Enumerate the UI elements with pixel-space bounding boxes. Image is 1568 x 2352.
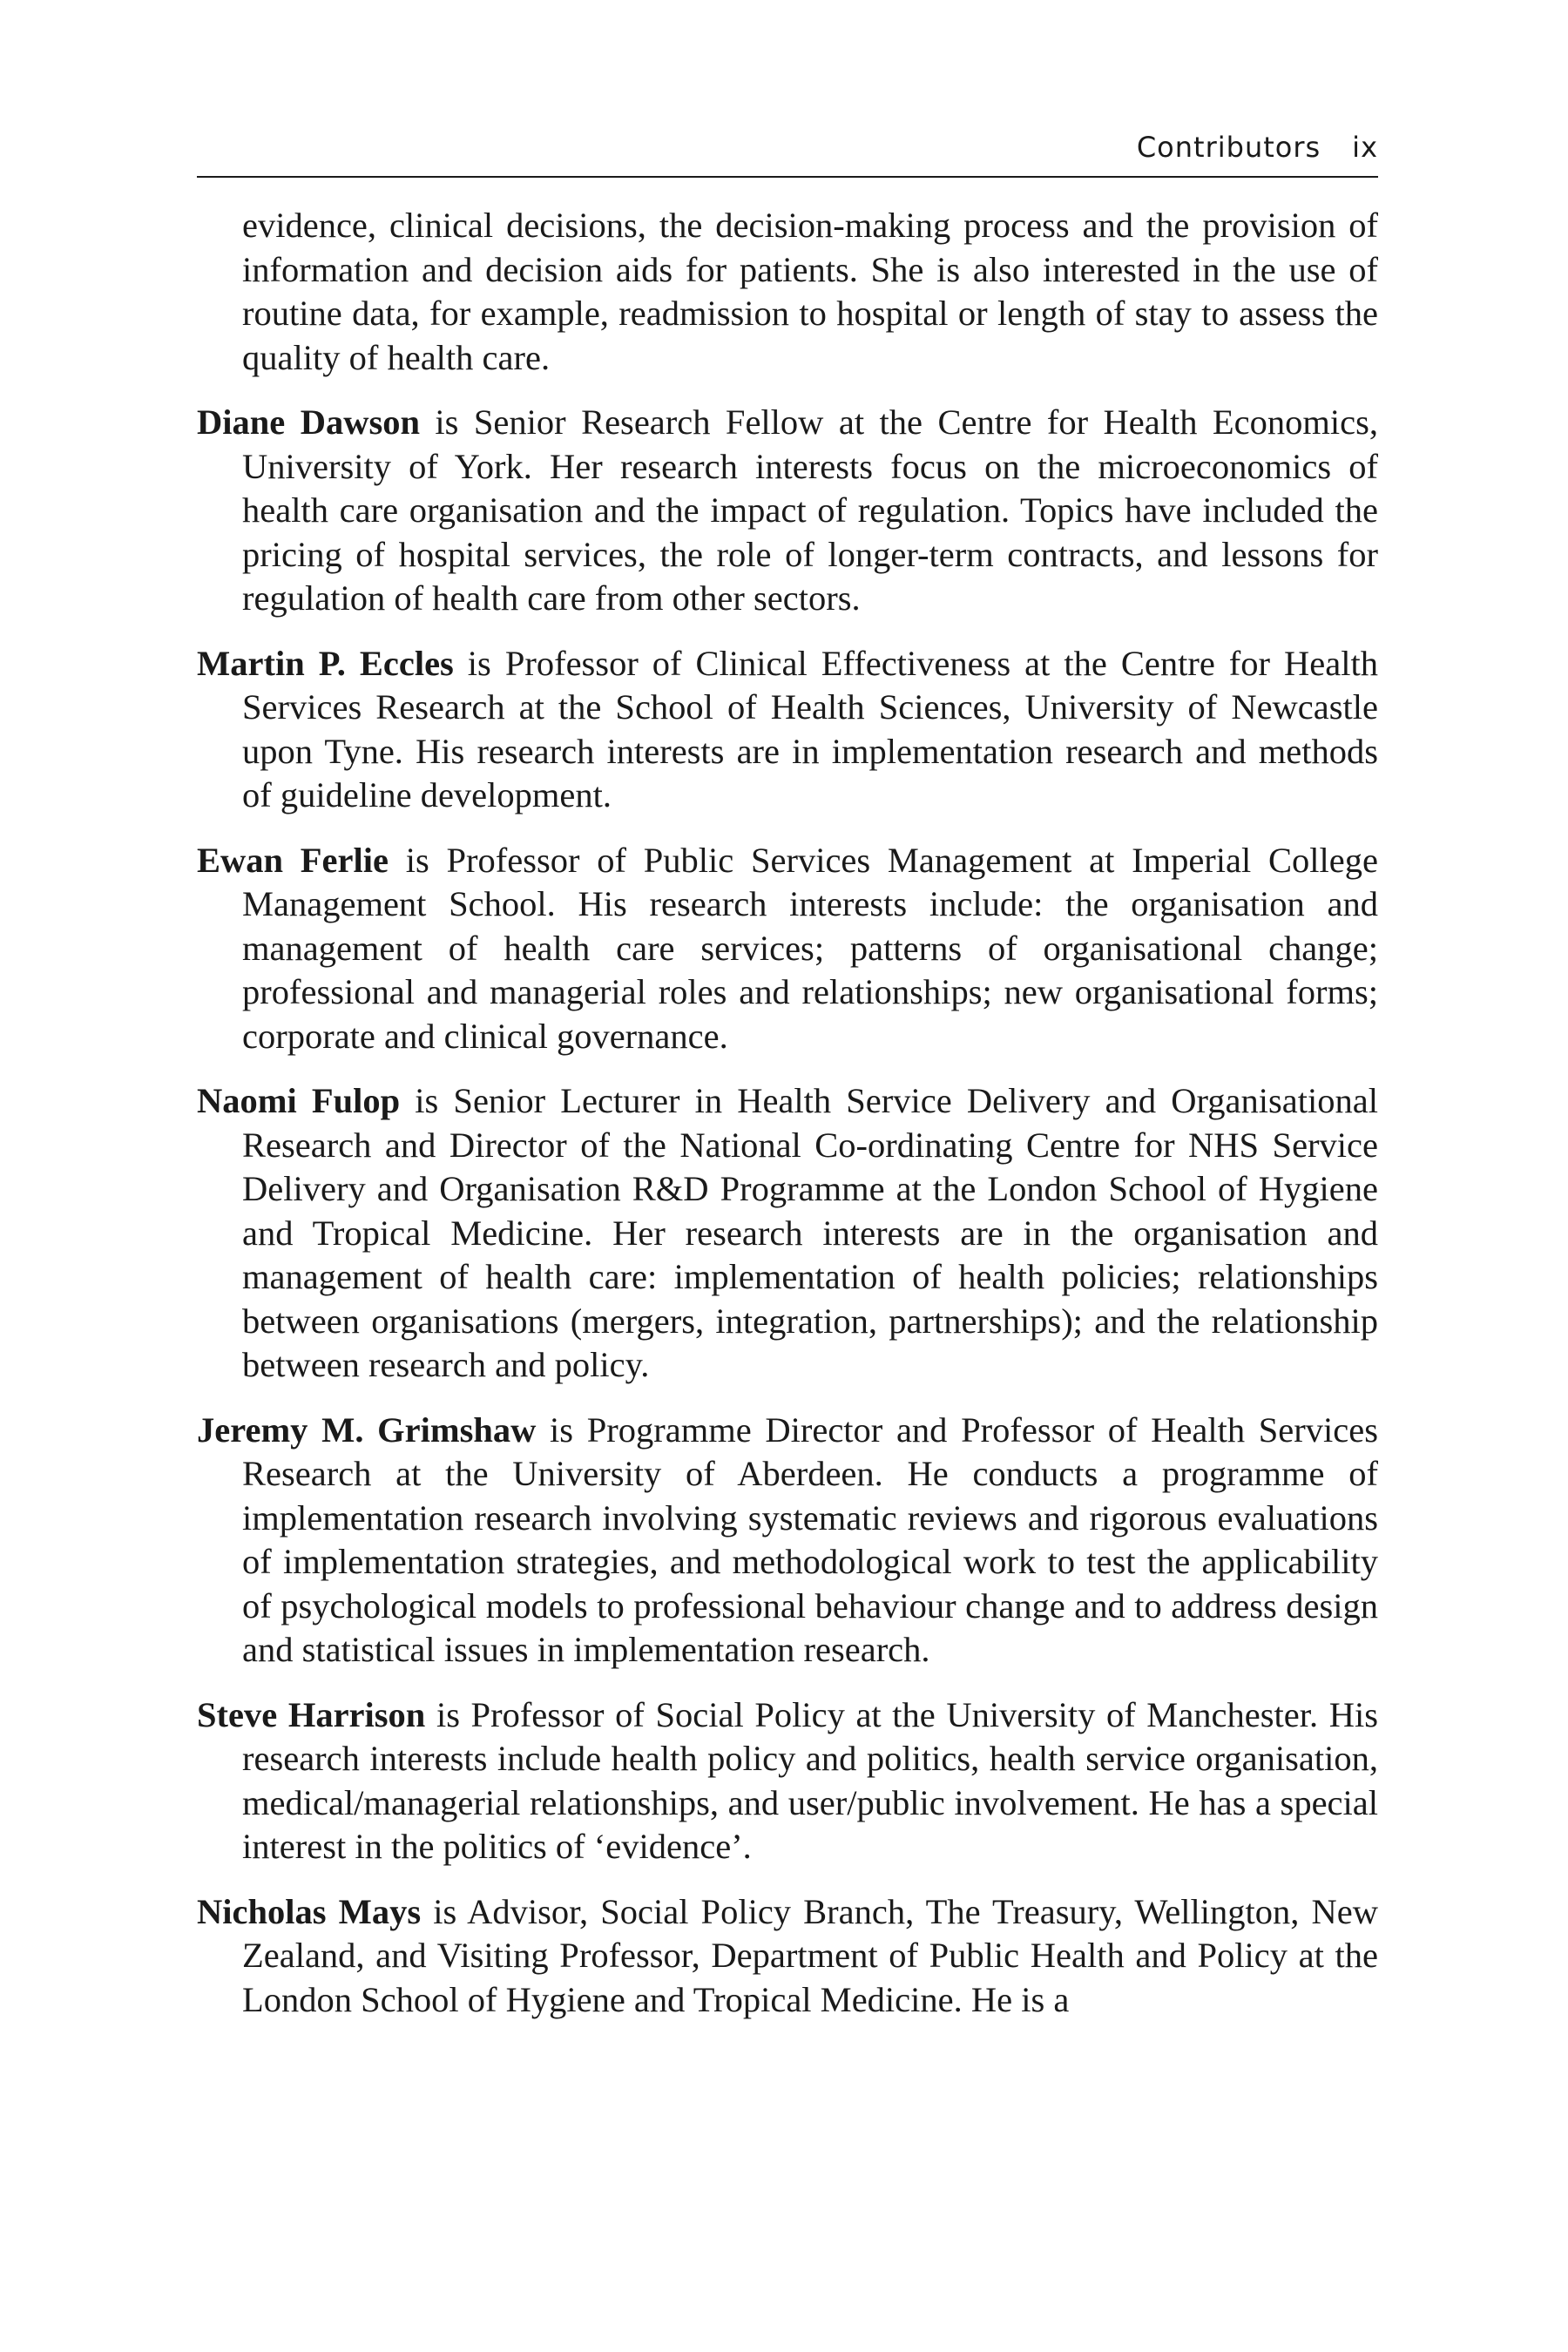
contributor-name: Naomi Fulop bbox=[197, 1081, 401, 1120]
contributor-name: Diane Dawson bbox=[197, 402, 420, 442]
contributor-entry bbox=[197, 642, 1378, 818]
page bbox=[197, 131, 1378, 2043]
contributor-entry bbox=[197, 1079, 1378, 1388]
contributor-name: Steve Harrison bbox=[197, 1694, 426, 1734]
contributor-entry bbox=[197, 839, 1378, 1059]
contributor-bio: is Senior Lecturer in Health Service Delivery and Organisational Research and Director of the National Co-ordinating Centre for NHS Service Delivery and Organisation R&D Programme at the London School of Hygiene and Tropical Medicine. Her research interests are in the organisation and management of health care: implementation of health policies; relationships between organisations (mergers, integration, partnerships); and the relationship between research and policy. bbox=[242, 1081, 1378, 1384]
contributor-bio: is Advisor, Social Policy Branch, The Treasury, Wellington, New Zealand, and Visiting Professor, Department of Public Health and Policy at the London School of Hygiene and Tropical Medicine. He is a bbox=[242, 1891, 1379, 2019]
continued-paragraph: evidence, clinical decisions, the decision-making process and the provision of information and decision aids for patients. She is also interested in the use of routine data, for example, readmission to hospital or length of stay to assess the quality of health care. bbox=[242, 206, 1378, 377]
running-header bbox=[197, 131, 1378, 178]
section-title: Contributors bbox=[1136, 131, 1321, 164]
contributor-name: Ewan Ferlie bbox=[197, 840, 389, 880]
contributors-list bbox=[197, 204, 1378, 2022]
contributor-bio: is Programme Director and Professor of Health Services Research at the University of Aberdeen. He conducts a programme of implementation research involving systematic reviews and rigorous evaluations of implementation strategies, and methodological work to test the applicability of psychological models to professional behaviour change and to address design and statistical issues in implementation research. bbox=[242, 1409, 1378, 1669]
contributor-entry bbox=[197, 1890, 1378, 2023]
contributor-name: Jeremy M. Grimshaw bbox=[197, 1409, 537, 1450]
contributor-name: Martin P. Eccles bbox=[197, 643, 454, 683]
contributor-entry bbox=[197, 401, 1378, 621]
contributor-bio: is Senior Research Fellow at the Centre for Health Economics, University of York. Her research interests focus on the microeconomics of health care organisation and the impact of regulation. Topics have included the pricing of hospital services, the role of longer-term contracts, and lessons for regulation of health care from other sectors. bbox=[242, 402, 1379, 618]
contributor-bio: is Professor of Clinical Effectiveness at the Centre for Health Services Research at the School of Health Sciences, University of Newcastle upon Tyne. His research interests are in implementation research and methods of guideline development. bbox=[242, 643, 1378, 814]
contributor-entry bbox=[197, 1693, 1378, 1869]
contributor-bio: is Professor of Social Policy at the University of Manchester. His research interests include health policy and politics, health service organisation, medical/managerial relationships, and user/public involvement. He has a special interest in the politics of ‘evidence’. bbox=[242, 1694, 1378, 1866]
contributor-name: Nicholas Mays bbox=[197, 1891, 422, 1931]
contributor-bio: is Professor of Public Services Management at Imperial College Management School. His research interests include: the organisation and management of health care services; patterns of organisational change; professional and managerial roles and relationships; new organisational forms; corporate and clinical governance. bbox=[242, 840, 1378, 1056]
contributor-entry bbox=[197, 1409, 1378, 1673]
page-number: ix bbox=[1352, 131, 1378, 164]
